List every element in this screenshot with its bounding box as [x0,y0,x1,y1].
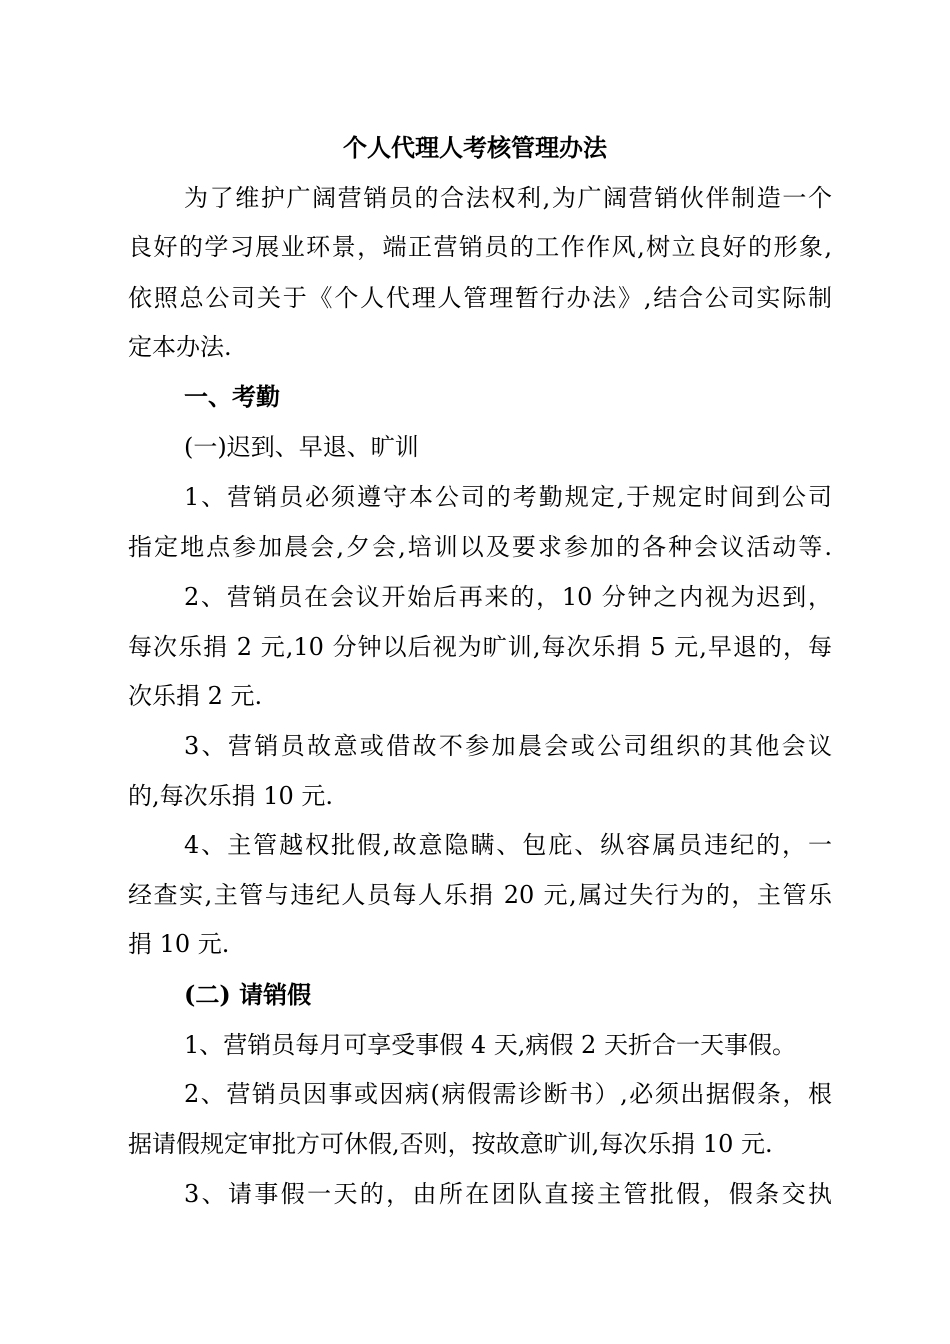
item3-line-2: 的,每次乐捐 10 元. [128,782,334,810]
item3-line-1: 3、营销员故意或借故不参加晨会或公司组织的其他会议 [184,732,832,760]
subsection-heading-leave: (二) 请销假 [184,980,312,1009]
item2-line-3: 次乐捐 2 元. [128,682,263,710]
item1-line-2: 指定地点参加晨会,夕会,培训以及要求参加的各种会议活动等. [128,533,832,561]
item4-line-1: 4、主管越权批假,故意隐瞒、包庇、纵容属员违纪的，一 [184,831,832,859]
leave2-line-2: 据请假规定审批方可休假,否则，按故意旷训,每次乐捐 10 元. [128,1130,773,1158]
item2-line-1: 2、营销员在会议开始后再来的，10 分钟之内视为迟到， [184,583,832,611]
item1-line-1: 1、营销员必须遵守本公司的考勤规定,于规定时间到公司 [184,483,832,511]
item4-line-2: 经查实,主管与违纪人员每人乐捐 20 元,属过失行为的，主管乐 [128,881,832,909]
item2-line-2: 每次乐捐 2 元,10 分钟以后视为旷训,每次乐捐 5 元,早退的，每 [128,633,832,661]
intro-line-4: 定本办法. [128,333,232,361]
document-title: 个人代理人考核管理办法 [343,133,607,162]
subsection-heading-late: (一)迟到、早退、旷训 [184,433,419,461]
leave3-line-1: 3、请事假一天的，由所在团队直接主管批假，假条交执 [184,1180,832,1208]
leave2-line-1: 2、营销员因事或因病(病假需诊断书）,必须出据假条，根 [184,1080,832,1108]
item4-line-3: 捐 10 元. [128,930,230,958]
intro-line-2: 良好的学习展业环景，端正营销员的工作作风,树立良好的形象, [128,233,832,261]
leave1-line-1: 1、营销员每月可享受事假 4 天,病假 2 天折合一天事假。 [184,1031,796,1059]
section-heading-attendance: 一、考勤 [184,382,280,411]
intro-line-3: 依照总公司关于《个人代理人管理暂行办法》,结合公司实际制 [128,284,832,312]
intro-line-1: 为了维护广阔营销员的合法权利,为广阔营销伙伴制造一个 [184,184,832,212]
